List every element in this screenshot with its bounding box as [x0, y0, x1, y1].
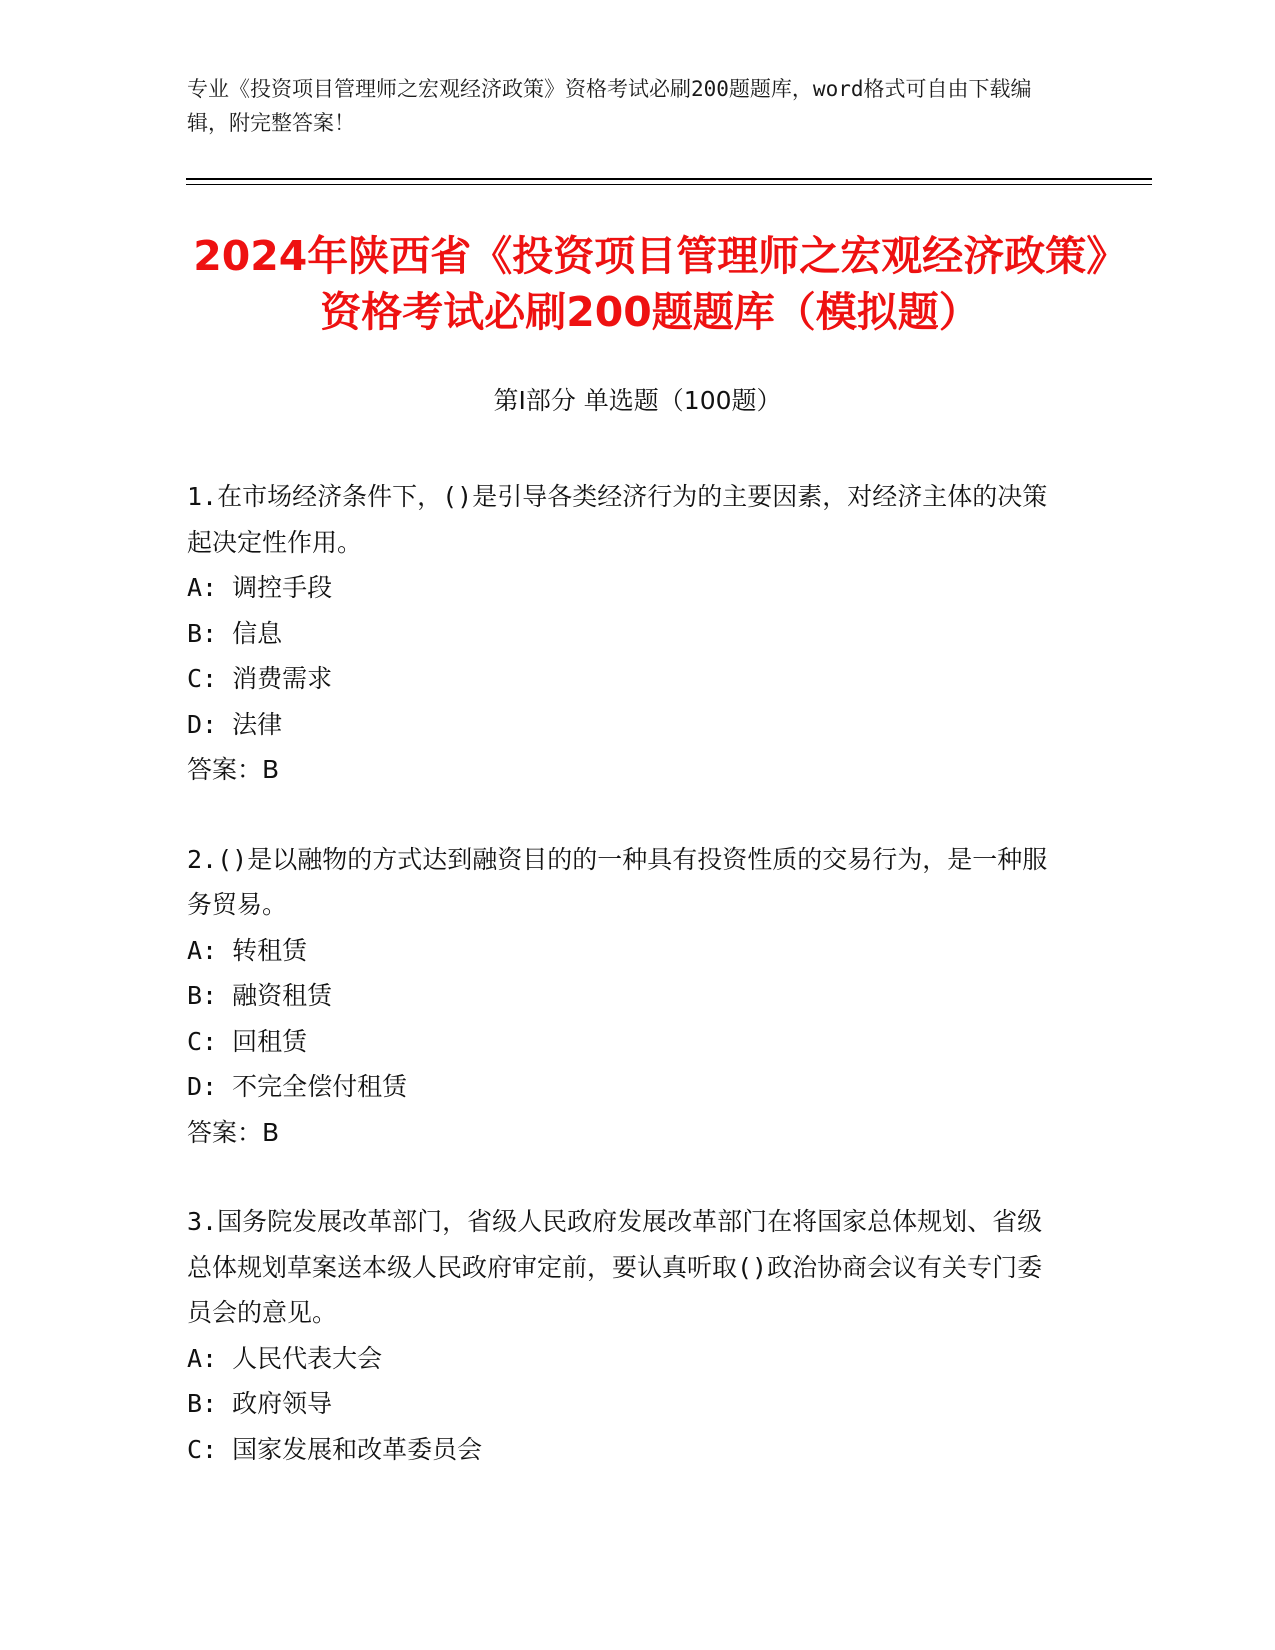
answer: 答案：B — [187, 755, 280, 784]
option-a: A: 调控手段 — [187, 573, 333, 602]
header-divider-thick — [186, 178, 1152, 180]
question-1 — [187, 474, 1067, 793]
option-d: D: 不完全偿付租赁 — [187, 1072, 408, 1101]
answer: 答案：B — [187, 1117, 280, 1147]
option-c: C: 回租赁 — [187, 1026, 308, 1056]
question-stem: 1.在市场经济条件下，()是引导各类经济行为的主要因素，对经济主体的决策起决定性作用。 — [187, 482, 1048, 557]
option-b: B: 信息 — [187, 618, 283, 648]
option-c: C: 消费需求 — [187, 664, 333, 693]
question-list — [187, 474, 1067, 1516]
section-title: 第Ⅰ部分 单选题（100题） — [493, 386, 782, 415]
document-title: 2024年陕西省《投资项目管理师之宏观经济政策》资格考试必刷200题题库（模拟题） — [193, 232, 1107, 336]
option-b: B: 融资租赁 — [187, 981, 333, 1010]
question-2 — [187, 837, 1067, 1156]
header-divider-thin — [186, 184, 1152, 185]
option-a: A: 人民代表大会 — [187, 1343, 383, 1373]
header-note: 专业《投资项目管理师之宏观经济政策》资格考试必刷200题题库，word格式可自由下载编辑，附完整答案！ — [187, 77, 1032, 135]
option-a: A: 转租赁 — [187, 935, 308, 965]
question-3 — [187, 1199, 1067, 1472]
option-c: C: 国家发展和改革委员会 — [187, 1434, 483, 1464]
question-stem: 3.国务院发展改革部门，省级人民政府发展改革部门在将国家总体规划、省级总体规划草案送本级人民政府审定前，要认真听取()政治协商会议有关专门委员会的意见。 — [187, 1207, 1043, 1327]
option-d: D: 法律 — [187, 709, 283, 739]
question-stem: 2.()是以融物的方式达到融资目的的一种具有投资性质的交易行为，是一种服务贸易。 — [187, 844, 1048, 919]
option-b: B: 政府领导 — [187, 1389, 333, 1418]
